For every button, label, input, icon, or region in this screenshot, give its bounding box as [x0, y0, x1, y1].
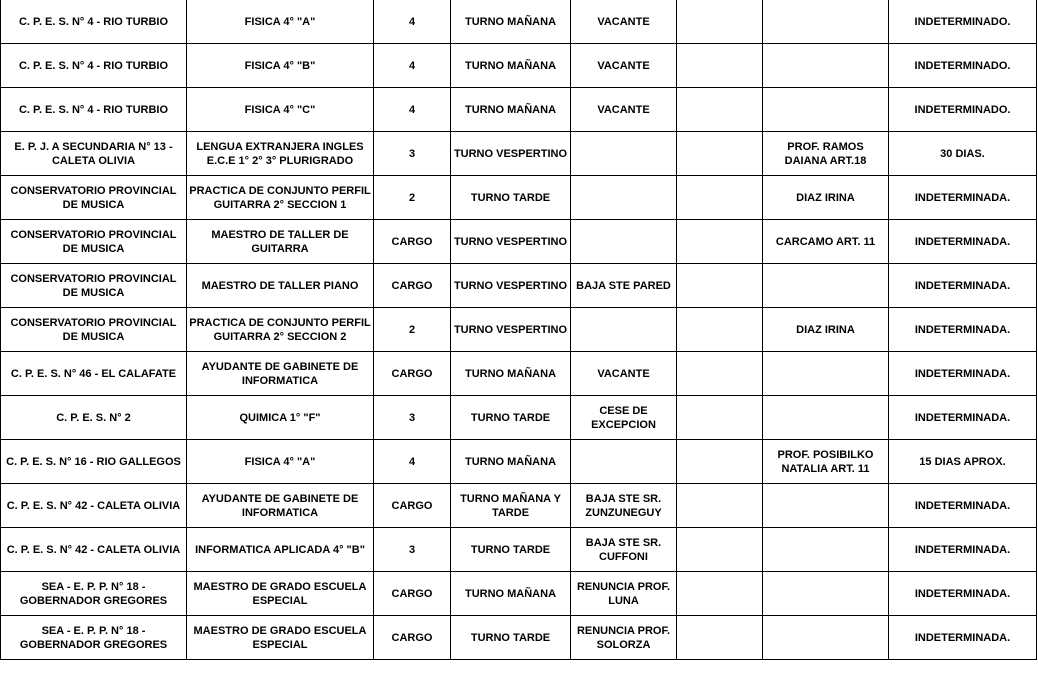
reason-cell: VACANTE — [571, 352, 677, 396]
subject-cell: QUIMICA 1° "F" — [187, 396, 374, 440]
hours-cell: CARGO — [374, 484, 451, 528]
school-cell: CONSERVATORIO PROVINCIAL DE MUSICA — [1, 264, 187, 308]
subject-cell: MAESTRO DE TALLER PIANO — [187, 264, 374, 308]
school-cell: C. P. E. S. N° 42 - CALETA OLIVIA — [1, 528, 187, 572]
extra-cell — [677, 528, 763, 572]
school-cell: C. P. E. S. N° 42 - CALETA OLIVIA — [1, 484, 187, 528]
shift-cell: TURNO TARDE — [451, 616, 571, 660]
replacement-cell — [763, 572, 889, 616]
subject-cell: AYUDANTE DE GABINETE DE INFORMATICA — [187, 484, 374, 528]
school-cell: C. P. E. S. N° 46 - EL CALAFATE — [1, 352, 187, 396]
shift-cell: TURNO MAÑANA Y TARDE — [451, 484, 571, 528]
extra-cell — [677, 616, 763, 660]
subject-cell: MAESTRO DE TALLER DE GUITARRA — [187, 220, 374, 264]
subject-cell: FISICA 4° "A" — [187, 0, 374, 44]
duration-cell: 15 DIAS APROX. — [889, 440, 1037, 484]
school-cell: SEA - E. P. P. N° 18 - GOBERNADOR GREGORES — [1, 616, 187, 660]
table-row — [1, 528, 1037, 572]
reason-cell: VACANTE — [571, 44, 677, 88]
subject-cell: FISICA 4° "C" — [187, 88, 374, 132]
shift-cell: TURNO MAÑANA — [451, 44, 571, 88]
hours-cell: 4 — [374, 88, 451, 132]
school-cell: E. P. J. A SECUNDARIA N° 13 - CALETA OLIVIA — [1, 132, 187, 176]
duration-cell: 30 DIAS. — [889, 132, 1037, 176]
shift-cell: TURNO MAÑANA — [451, 572, 571, 616]
school-cell: C. P. E. S. N° 2 — [1, 396, 187, 440]
table-row — [1, 132, 1037, 176]
reason-cell — [571, 132, 677, 176]
duration-cell: INDETERMINADA. — [889, 396, 1037, 440]
subject-cell: MAESTRO DE GRADO ESCUELA ESPECIAL — [187, 572, 374, 616]
replacement-cell — [763, 44, 889, 88]
table-row — [1, 308, 1037, 352]
reason-cell: BAJA STE SR. ZUNZUNEGUY — [571, 484, 677, 528]
reason-cell — [571, 308, 677, 352]
subject-cell: MAESTRO DE GRADO ESCUELA ESPECIAL — [187, 616, 374, 660]
school-cell: C. P. E. S. N° 16 - RIO GALLEGOS — [1, 440, 187, 484]
duration-cell: INDETERMINADA. — [889, 616, 1037, 660]
subject-cell: PRACTICA DE CONJUNTO PERFIL GUITARRA 2° SECCION 1 — [187, 176, 374, 220]
extra-cell — [677, 572, 763, 616]
shift-cell: TURNO TARDE — [451, 396, 571, 440]
extra-cell — [677, 176, 763, 220]
table-row — [1, 176, 1037, 220]
replacement-cell: PROF. RAMOS DAIANA ART.18 — [763, 132, 889, 176]
duration-cell: INDETERMINADA. — [889, 308, 1037, 352]
reason-cell: RENUNCIA PROF. SOLORZA — [571, 616, 677, 660]
replacement-cell: CARCAMO ART. 11 — [763, 220, 889, 264]
reason-cell: CESE DE EXCEPCION — [571, 396, 677, 440]
extra-cell — [677, 0, 763, 44]
subject-cell: FISICA 4° "B" — [187, 44, 374, 88]
reason-cell — [571, 440, 677, 484]
hours-cell: CARGO — [374, 352, 451, 396]
duration-cell: INDETERMINADO. — [889, 0, 1037, 44]
table-row — [1, 440, 1037, 484]
duration-cell: INDETERMINADA. — [889, 572, 1037, 616]
replacement-cell — [763, 0, 889, 44]
table-row — [1, 220, 1037, 264]
extra-cell — [677, 352, 763, 396]
hours-cell: 3 — [374, 396, 451, 440]
extra-cell — [677, 132, 763, 176]
duration-cell: INDETERMINADA. — [889, 220, 1037, 264]
reason-cell: RENUNCIA PROF. LUNA — [571, 572, 677, 616]
duration-cell: INDETERMINADO. — [889, 88, 1037, 132]
extra-cell — [677, 484, 763, 528]
table-row — [1, 44, 1037, 88]
school-cell: C. P. E. S. N° 4 - RIO TURBIO — [1, 44, 187, 88]
table-row — [1, 88, 1037, 132]
school-cell: CONSERVATORIO PROVINCIAL DE MUSICA — [1, 176, 187, 220]
reason-cell: BAJA STE PARED — [571, 264, 677, 308]
hours-cell: CARGO — [374, 220, 451, 264]
table-row — [1, 484, 1037, 528]
replacement-cell — [763, 396, 889, 440]
extra-cell — [677, 264, 763, 308]
duration-cell: INDETERMINADO. — [889, 44, 1037, 88]
hours-cell: 3 — [374, 528, 451, 572]
shift-cell: TURNO VESPERTINO — [451, 308, 571, 352]
replacement-cell — [763, 616, 889, 660]
replacement-cell — [763, 352, 889, 396]
subject-cell: AYUDANTE DE GABINETE DE INFORMATICA — [187, 352, 374, 396]
subject-cell: LENGUA EXTRANJERA INGLES E.C.E 1° 2° 3° PLURIGRADO — [187, 132, 374, 176]
replacement-cell — [763, 484, 889, 528]
replacement-cell — [763, 88, 889, 132]
replacement-cell: PROF. POSIBILKO NATALIA ART. 11 — [763, 440, 889, 484]
hours-cell: 4 — [374, 0, 451, 44]
extra-cell — [677, 88, 763, 132]
replacement-cell: DIAZ IRINA — [763, 176, 889, 220]
shift-cell: TURNO MAÑANA — [451, 88, 571, 132]
shift-cell: TURNO TARDE — [451, 528, 571, 572]
extra-cell — [677, 220, 763, 264]
duration-cell: INDETERMINADA. — [889, 176, 1037, 220]
school-cell: SEA - E. P. P. N° 18 - GOBERNADOR GREGORES — [1, 572, 187, 616]
table-row — [1, 572, 1037, 616]
school-cell: C. P. E. S. N° 4 - RIO TURBIO — [1, 88, 187, 132]
replacement-cell: DIAZ IRINA — [763, 308, 889, 352]
extra-cell — [677, 44, 763, 88]
shift-cell: TURNO MAÑANA — [451, 0, 571, 44]
duration-cell: INDETERMINADA. — [889, 264, 1037, 308]
hours-cell: 4 — [374, 44, 451, 88]
hours-cell: 4 — [374, 440, 451, 484]
reason-cell: BAJA STE SR. CUFFONI — [571, 528, 677, 572]
hours-cell: CARGO — [374, 264, 451, 308]
hours-cell: CARGO — [374, 616, 451, 660]
extra-cell — [677, 308, 763, 352]
table-row — [1, 0, 1037, 44]
replacement-cell — [763, 528, 889, 572]
table-row — [1, 396, 1037, 440]
table-row — [1, 264, 1037, 308]
table-body — [1, 0, 1037, 660]
reason-cell — [571, 176, 677, 220]
school-cell: C. P. E. S. N° 4 - RIO TURBIO — [1, 0, 187, 44]
reason-cell — [571, 220, 677, 264]
school-cell: CONSERVATORIO PROVINCIAL DE MUSICA — [1, 220, 187, 264]
subject-cell: FISICA 4° "A" — [187, 440, 374, 484]
table-row — [1, 352, 1037, 396]
shift-cell: TURNO VESPERTINO — [451, 132, 571, 176]
subject-cell: PRACTICA DE CONJUNTO PERFIL GUITARRA 2° SECCION 2 — [187, 308, 374, 352]
shift-cell: TURNO TARDE — [451, 176, 571, 220]
shift-cell: TURNO VESPERTINO — [451, 220, 571, 264]
school-cell: CONSERVATORIO PROVINCIAL DE MUSICA — [1, 308, 187, 352]
shift-cell: TURNO MAÑANA — [451, 440, 571, 484]
reason-cell: VACANTE — [571, 88, 677, 132]
extra-cell — [677, 396, 763, 440]
subject-cell: INFORMATICA APLICADA 4° "B" — [187, 528, 374, 572]
duration-cell: INDETERMINADA. — [889, 352, 1037, 396]
hours-cell: 2 — [374, 176, 451, 220]
table-row — [1, 616, 1037, 660]
shift-cell: TURNO MAÑANA — [451, 352, 571, 396]
replacement-cell — [763, 264, 889, 308]
shift-cell: TURNO VESPERTINO — [451, 264, 571, 308]
duration-cell: INDETERMINADA. — [889, 528, 1037, 572]
hours-cell: 3 — [374, 132, 451, 176]
duration-cell: INDETERMINADA. — [889, 484, 1037, 528]
reason-cell: VACANTE — [571, 0, 677, 44]
extra-cell — [677, 440, 763, 484]
hours-cell: 2 — [374, 308, 451, 352]
hours-cell: CARGO — [374, 572, 451, 616]
